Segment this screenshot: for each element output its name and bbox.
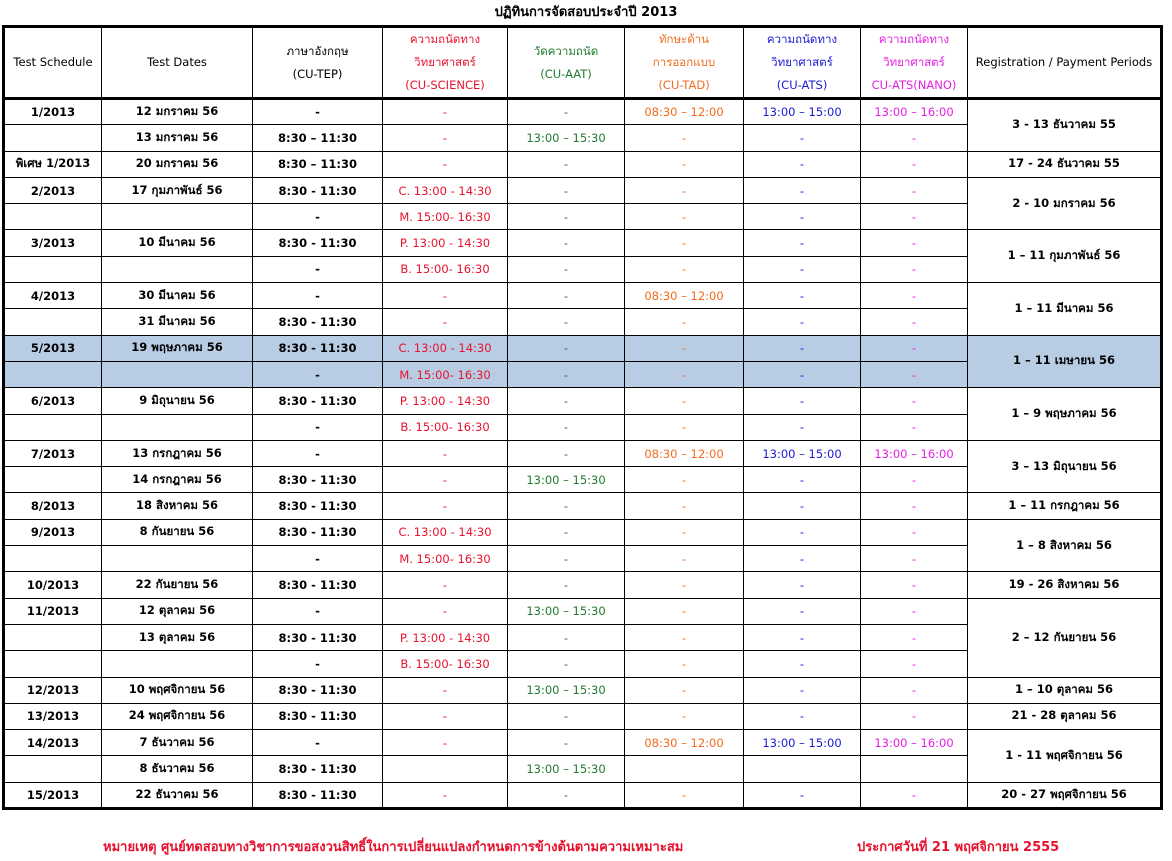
- cell-test-schedule: [4, 204, 102, 230]
- cell-cu-ats: -: [744, 283, 861, 309]
- cell-cu-tep: 8:30 - 11:30: [253, 756, 383, 782]
- cell-cu-ats: -: [744, 624, 861, 650]
- cell-cu-science: -: [383, 782, 508, 808]
- header-cu-tep-line: (CU-TEP): [292, 66, 343, 81]
- footer-note: หมายเหตุ ศูนย์ทดสอบทางวิชาการขอสงวนสิทธิ์ในการเปลี่ยนแปลงกำหนดการข้างต้นตามความเหมาะสม: [103, 840, 684, 855]
- cell-cu-aat: -: [508, 572, 625, 598]
- cell-cu-ats-nano: -: [861, 651, 968, 677]
- cell-test-dates: 14 กรกฎาคม 56: [102, 467, 253, 493]
- table-row: [4, 99, 1162, 125]
- table-row: [4, 177, 1162, 203]
- cell-cu-tad: -: [625, 256, 744, 282]
- cell-test-dates: [102, 204, 253, 230]
- cell-cu-tep: -: [253, 730, 383, 756]
- cell-cu-science: P. 13:00 - 14:30: [383, 230, 508, 256]
- cell-cu-ats-nano: -: [861, 782, 968, 808]
- header-cu-science: [383, 27, 508, 99]
- cell-cu-ats-nano: -: [861, 204, 968, 230]
- cell-cu-tad: -: [625, 703, 744, 729]
- cell-cu-aat: -: [508, 151, 625, 177]
- cell-cu-tad: -: [625, 782, 744, 808]
- cell-cu-science: -: [383, 99, 508, 125]
- header-cu-ats-nano-line: CU-ATS(NANO): [871, 78, 957, 92]
- cell-cu-ats: -: [744, 572, 861, 598]
- cell-cu-ats: -: [744, 177, 861, 203]
- cell-test-schedule: 4/2013: [4, 283, 102, 309]
- cell-cu-tep: 8:30 - 11:30: [253, 572, 383, 598]
- cell-cu-science: -: [383, 309, 508, 335]
- cell-cu-ats-nano: -: [861, 125, 968, 151]
- cell-cu-aat: -: [508, 309, 625, 335]
- cell-cu-ats: -: [744, 782, 861, 808]
- cell-test-schedule: 12/2013: [4, 677, 102, 703]
- cell-cu-science: C. 13:00 - 14:30: [383, 519, 508, 545]
- cell-cu-tad: -: [625, 309, 744, 335]
- cell-test-schedule: 15/2013: [4, 782, 102, 808]
- cell-cu-ats-nano: -: [861, 546, 968, 572]
- schedule-body: [4, 99, 1162, 809]
- cell-cu-science: P. 13:00 - 14:30: [383, 388, 508, 414]
- cell-cu-ats-nano: 13:00 – 16:00: [861, 99, 968, 125]
- cell-cu-ats-nano: -: [861, 256, 968, 282]
- header-cu-science-line: ความถนัดทาง: [409, 32, 481, 46]
- cell-cu-science: -: [383, 677, 508, 703]
- cell-cu-aat: -: [508, 651, 625, 677]
- cell-cu-tad: -: [625, 572, 744, 598]
- cell-cu-science: -: [383, 151, 508, 177]
- cell-cu-tad: -: [625, 651, 744, 677]
- cell-cu-ats-nano: -: [861, 572, 968, 598]
- cell-test-schedule: 1/2013: [4, 99, 102, 125]
- cell-cu-tep: 8:30 - 11:30: [253, 703, 383, 729]
- page-title: ปฏิทินการจัดสอบประจำปี 2013: [494, 5, 678, 20]
- cell-cu-tad: -: [625, 177, 744, 203]
- cell-cu-science: -: [383, 730, 508, 756]
- cell-test-schedule: 5/2013: [4, 335, 102, 361]
- cell-cu-tep: 8:30 - 11:30: [253, 177, 383, 203]
- cell-test-dates: [102, 414, 253, 440]
- cell-cu-ats: -: [744, 230, 861, 256]
- cell-cu-science: M. 15:00- 16:30: [383, 204, 508, 230]
- cell-cu-science: -: [383, 283, 508, 309]
- table-row: [4, 493, 1162, 519]
- header-cu-tep-line: ภาษาอังกฤษ: [286, 43, 349, 58]
- cell-test-schedule: 2/2013: [4, 177, 102, 203]
- cell-cu-tad: 08:30 – 12:00: [625, 99, 744, 125]
- cell-cu-aat: -: [508, 388, 625, 414]
- cell-cu-tad: -: [625, 361, 744, 387]
- cell-cu-tep: 8:30 - 11:30: [253, 677, 383, 703]
- cell-cu-aat: -: [508, 177, 625, 203]
- cell-cu-tad: 08:30 – 12:00: [625, 440, 744, 466]
- cell-test-schedule: [4, 546, 102, 572]
- table-row: [4, 598, 1162, 624]
- cell-test-schedule: 13/2013: [4, 703, 102, 729]
- cell-test-schedule: [4, 309, 102, 335]
- cell-registration-period: 1 – 10 ตุลาคม 56: [968, 677, 1162, 703]
- cell-cu-ats-nano: -: [861, 388, 968, 414]
- cell-cu-science: [383, 756, 508, 782]
- header-test-schedule-line: Test Schedule: [13, 55, 93, 69]
- cell-cu-tad: -: [625, 151, 744, 177]
- cell-test-dates: 8 ธันวาคม 56: [102, 756, 253, 782]
- cell-cu-ats: -: [744, 467, 861, 493]
- cell-cu-aat: -: [508, 546, 625, 572]
- cell-cu-ats: -: [744, 204, 861, 230]
- cell-cu-tad: -: [625, 624, 744, 650]
- cell-test-schedule: 14/2013: [4, 730, 102, 756]
- cell-cu-tep: -: [253, 99, 383, 125]
- table-row: [4, 782, 1162, 808]
- cell-cu-aat: 13:00 – 15:30: [508, 467, 625, 493]
- cell-cu-tad: -: [625, 677, 744, 703]
- cell-cu-science: -: [383, 467, 508, 493]
- cell-cu-aat: -: [508, 440, 625, 466]
- cell-cu-ats-nano: -: [861, 624, 968, 650]
- cell-cu-tad: -: [625, 230, 744, 256]
- cell-cu-tep: 8:30 - 11:30: [253, 230, 383, 256]
- cell-cu-tep: 8:30 - 11:30: [253, 519, 383, 545]
- cell-cu-tep: 8:30 - 11:30: [253, 309, 383, 335]
- header-test-schedule: [4, 27, 102, 99]
- cell-cu-tad: -: [625, 519, 744, 545]
- cell-cu-ats: 13:00 – 15:00: [744, 99, 861, 125]
- cell-test-dates: [102, 256, 253, 282]
- cell-cu-aat: -: [508, 335, 625, 361]
- cell-cu-tep: -: [253, 440, 383, 466]
- cell-cu-tep: -: [253, 414, 383, 440]
- cell-cu-ats-nano: -: [861, 177, 968, 203]
- cell-cu-ats-nano: -: [861, 230, 968, 256]
- cell-test-schedule: [4, 414, 102, 440]
- cell-cu-aat: -: [508, 414, 625, 440]
- cell-cu-aat: -: [508, 283, 625, 309]
- cell-test-schedule: 6/2013: [4, 388, 102, 414]
- header-cu-ats-nano: [861, 27, 968, 99]
- header-test-dates-line: Test Dates: [147, 55, 207, 69]
- cell-cu-tad: 08:30 – 12:00: [625, 283, 744, 309]
- header-cu-ats-line: ความถนัดทาง: [766, 32, 838, 46]
- header-cu-aat-line: (CU-AAT): [540, 66, 592, 81]
- header-cu-ats: [744, 27, 861, 99]
- cell-cu-aat: 13:00 – 15:30: [508, 598, 625, 624]
- cell-cu-tep: -: [253, 361, 383, 387]
- cell-cu-tep: 8:30 - 11:30: [253, 388, 383, 414]
- cell-cu-tad: 08:30 – 12:00: [625, 730, 744, 756]
- cell-registration-period: 19 - 26 สิงหาคม 56: [968, 572, 1162, 598]
- cell-cu-science: M. 15:00- 16:30: [383, 546, 508, 572]
- cell-cu-ats: -: [744, 388, 861, 414]
- cell-test-dates: 13 กรกฎาคม 56: [102, 440, 253, 466]
- header-cu-ats-nano-line: ความถนัดทาง: [878, 32, 950, 46]
- cell-cu-ats: -: [744, 414, 861, 440]
- cell-registration-period: 1 – 9 พฤษภาคม 56: [968, 388, 1162, 441]
- cell-cu-ats: -: [744, 677, 861, 703]
- header-cu-ats-nano-line: วิทยาศาสตร์: [883, 55, 945, 69]
- cell-cu-science: -: [383, 572, 508, 598]
- cell-registration-period: 21 - 28 ตุลาคม 56: [968, 703, 1162, 729]
- cell-test-dates: 13 ตุลาคม 56: [102, 624, 253, 650]
- cell-registration-period: 1 – 11 มีนาคม 56: [968, 283, 1162, 336]
- cell-cu-science: M. 15:00- 16:30: [383, 361, 508, 387]
- exam-schedule-table: [2, 25, 1163, 810]
- cell-cu-ats-nano: -: [861, 493, 968, 519]
- cell-test-schedule: 3/2013: [4, 230, 102, 256]
- cell-test-dates: 30 มีนาคม 56: [102, 283, 253, 309]
- cell-cu-ats-nano: -: [861, 151, 968, 177]
- cell-test-dates: 18 สิงหาคม 56: [102, 493, 253, 519]
- header-cu-tad-line: การออกแบบ: [652, 55, 716, 69]
- cell-cu-tad: -: [625, 204, 744, 230]
- cell-cu-ats-nano: 13:00 – 16:00: [861, 440, 968, 466]
- table-row: [4, 519, 1162, 545]
- cell-cu-ats: -: [744, 493, 861, 519]
- cell-cu-tad: -: [625, 125, 744, 151]
- cell-cu-aat: -: [508, 230, 625, 256]
- cell-cu-tep: 8:30 - 11:30: [253, 335, 383, 361]
- cell-registration-period: 1 – 11 กุมภาพันธ์ 56: [968, 230, 1162, 283]
- cell-cu-ats: -: [744, 361, 861, 387]
- cell-test-dates: 20 มกราคม 56: [102, 151, 253, 177]
- cell-cu-ats-nano: -: [861, 283, 968, 309]
- cell-cu-ats: -: [744, 151, 861, 177]
- cell-cu-ats-nano: -: [861, 677, 968, 703]
- cell-cu-tad: -: [625, 598, 744, 624]
- cell-test-schedule: 11/2013: [4, 598, 102, 624]
- cell-cu-ats-nano: -: [861, 309, 968, 335]
- cell-cu-tad: -: [625, 335, 744, 361]
- cell-registration-period: 1 – 11 เมษายน 56: [968, 335, 1162, 388]
- cell-registration-period: 1 – 8 สิงหาคม 56: [968, 519, 1162, 572]
- table-row: [4, 703, 1162, 729]
- cell-cu-ats: -: [744, 598, 861, 624]
- cell-cu-aat: 13:00 – 15:30: [508, 677, 625, 703]
- cell-cu-science: C. 13:00 - 14:30: [383, 335, 508, 361]
- cell-registration-period: 20 - 27 พฤศจิกายน 56: [968, 782, 1162, 808]
- cell-cu-ats-nano: -: [861, 519, 968, 545]
- cell-cu-tep: 8:30 - 11:30: [253, 782, 383, 808]
- cell-cu-science: -: [383, 703, 508, 729]
- cell-cu-ats-nano: -: [861, 703, 968, 729]
- cell-cu-tep: 8:30 – 11:30: [253, 151, 383, 177]
- cell-cu-aat: -: [508, 703, 625, 729]
- cell-test-schedule: 7/2013: [4, 440, 102, 466]
- cell-test-schedule: [4, 756, 102, 782]
- cell-test-schedule: [4, 256, 102, 282]
- cell-registration-period: 1 – 11 กรกฎาคม 56: [968, 493, 1162, 519]
- cell-cu-science: -: [383, 440, 508, 466]
- table-row: [4, 335, 1162, 361]
- cell-cu-ats: 13:00 – 15:00: [744, 730, 861, 756]
- cell-test-schedule: 8/2013: [4, 493, 102, 519]
- cell-registration-period: 1 - 11 พฤศจิกายน 56: [968, 730, 1162, 783]
- header-test-dates: [102, 27, 253, 99]
- cell-test-dates: 12 ตุลาคม 56: [102, 598, 253, 624]
- cell-cu-ats-nano: -: [861, 414, 968, 440]
- table-row: [4, 440, 1162, 466]
- cell-test-dates: 19 พฤษภาคม 56: [102, 335, 253, 361]
- cell-cu-ats: 13:00 – 15:00: [744, 440, 861, 466]
- cell-cu-aat: 13:00 – 15:30: [508, 125, 625, 151]
- table-row: [4, 283, 1162, 309]
- cell-cu-ats: -: [744, 309, 861, 335]
- cell-cu-aat: -: [508, 519, 625, 545]
- cell-cu-aat: -: [508, 730, 625, 756]
- cell-cu-ats: -: [744, 256, 861, 282]
- cell-test-schedule: พิเศษ 1/2013: [4, 151, 102, 177]
- cell-cu-ats: [744, 756, 861, 782]
- cell-cu-tad: -: [625, 493, 744, 519]
- cell-registration-period: 3 - 13 ธันวาคม 55: [968, 99, 1162, 152]
- cell-registration-period: 17 - 24 ธันวาคม 55: [968, 151, 1162, 177]
- cell-test-dates: 7 ธันวาคม 56: [102, 730, 253, 756]
- cell-cu-science: B. 15:00- 16:30: [383, 256, 508, 282]
- header-cu-tad-line: (CU-TAD): [658, 78, 710, 92]
- cell-registration-period: 2 – 12 กันยายน 56: [968, 598, 1162, 677]
- cell-test-schedule: [4, 361, 102, 387]
- cell-cu-tad: -: [625, 414, 744, 440]
- cell-cu-ats: -: [744, 651, 861, 677]
- cell-test-dates: 9 มิถุนายน 56: [102, 388, 253, 414]
- cell-test-dates: 10 มีนาคม 56: [102, 230, 253, 256]
- table-row: [4, 677, 1162, 703]
- cell-cu-science: -: [383, 598, 508, 624]
- table-row: [4, 572, 1162, 598]
- cell-cu-tep: 8:30 – 11:30: [253, 125, 383, 151]
- cell-test-dates: 12 มกราคม 56: [102, 99, 253, 125]
- cell-cu-aat: -: [508, 493, 625, 519]
- cell-test-schedule: 9/2013: [4, 519, 102, 545]
- cell-cu-aat: -: [508, 204, 625, 230]
- header-cu-ats-line: วิทยาศาสตร์: [771, 55, 833, 69]
- header-cu-tep: [253, 27, 383, 99]
- cell-test-dates: 10 พฤศจิกายน 56: [102, 677, 253, 703]
- cell-cu-tep: -: [253, 283, 383, 309]
- cell-cu-ats-nano: 13:00 – 16:00: [861, 730, 968, 756]
- header-cu-science-line: วิทยาศาสตร์: [414, 55, 476, 69]
- table-row: [4, 151, 1162, 177]
- cell-cu-tep: -: [253, 546, 383, 572]
- table-row: [4, 730, 1162, 756]
- table-row: [4, 388, 1162, 414]
- cell-test-dates: 24 พฤศจิกายน 56: [102, 703, 253, 729]
- cell-cu-tad: -: [625, 546, 744, 572]
- cell-test-schedule: [4, 651, 102, 677]
- header-cu-science-line: (CU-SCIENCE): [405, 78, 485, 92]
- cell-registration-period: 2 - 10 มกราคม 56: [968, 177, 1162, 230]
- header-registration-period: [968, 27, 1162, 99]
- cell-cu-science: -: [383, 125, 508, 151]
- cell-cu-ats-nano: -: [861, 598, 968, 624]
- cell-cu-tep: -: [253, 204, 383, 230]
- cell-cu-science: B. 15:00- 16:30: [383, 414, 508, 440]
- cell-cu-aat: -: [508, 256, 625, 282]
- cell-test-schedule: 10/2013: [4, 572, 102, 598]
- cell-cu-tad: -: [625, 467, 744, 493]
- cell-test-dates: 31 มีนาคม 56: [102, 309, 253, 335]
- cell-cu-tep: 8:30 - 11:30: [253, 467, 383, 493]
- cell-cu-tep: -: [253, 651, 383, 677]
- cell-cu-tep: -: [253, 598, 383, 624]
- cell-cu-science: C. 13:00 - 14:30: [383, 177, 508, 203]
- header-cu-tad: [625, 27, 744, 99]
- cell-cu-tep: 8:30 - 11:30: [253, 624, 383, 650]
- cell-cu-ats: -: [744, 125, 861, 151]
- cell-test-schedule: [4, 624, 102, 650]
- cell-test-dates: 22 ธันวาคม 56: [102, 782, 253, 808]
- cell-cu-aat: -: [508, 782, 625, 808]
- cell-test-schedule: [4, 467, 102, 493]
- cell-cu-ats-nano: -: [861, 361, 968, 387]
- header-registration-period-line: Registration / Payment Periods: [975, 55, 1153, 69]
- cell-cu-aat: 13:00 – 15:30: [508, 756, 625, 782]
- footer-announce-date: ประกาศวันที่ 21 พฤศจิกายน 2555: [857, 840, 1060, 855]
- table-row: [4, 230, 1162, 256]
- header-cu-ats-line: (CU-ATS): [776, 78, 828, 92]
- cell-cu-aat: -: [508, 99, 625, 125]
- cell-cu-tad: [625, 756, 744, 782]
- cell-cu-science: B. 15:00- 16:30: [383, 651, 508, 677]
- cell-test-dates: 17 กุมภาพันธ์ 56: [102, 177, 253, 203]
- cell-cu-tad: -: [625, 388, 744, 414]
- cell-test-dates: [102, 651, 253, 677]
- header-cu-tad-line: ทักษะด้าน: [658, 32, 710, 46]
- cell-cu-aat: -: [508, 361, 625, 387]
- cell-cu-science: P. 13:00 - 14:30: [383, 624, 508, 650]
- header-cu-aat-line: วัดความถนัด: [533, 43, 599, 58]
- cell-cu-tep: -: [253, 256, 383, 282]
- cell-registration-period: 3 – 13 มิถุนายน 56: [968, 440, 1162, 493]
- cell-test-dates: [102, 546, 253, 572]
- cell-test-dates: 22 กันยายน 56: [102, 572, 253, 598]
- cell-test-dates: 8 กันยายน 56: [102, 519, 253, 545]
- cell-cu-tep: 8:30 - 11:30: [253, 493, 383, 519]
- cell-cu-ats-nano: [861, 756, 968, 782]
- header-row: [4, 27, 1162, 99]
- cell-cu-ats: -: [744, 335, 861, 361]
- cell-test-dates: 13 มกราคม 56: [102, 125, 253, 151]
- cell-cu-ats: -: [744, 546, 861, 572]
- cell-cu-ats-nano: -: [861, 335, 968, 361]
- cell-cu-ats: -: [744, 703, 861, 729]
- cell-cu-ats-nano: -: [861, 467, 968, 493]
- cell-test-schedule: [4, 125, 102, 151]
- cell-cu-ats: -: [744, 519, 861, 545]
- cell-cu-aat: -: [508, 624, 625, 650]
- header-cu-aat: [508, 27, 625, 99]
- cell-cu-science: -: [383, 493, 508, 519]
- cell-test-dates: [102, 361, 253, 387]
